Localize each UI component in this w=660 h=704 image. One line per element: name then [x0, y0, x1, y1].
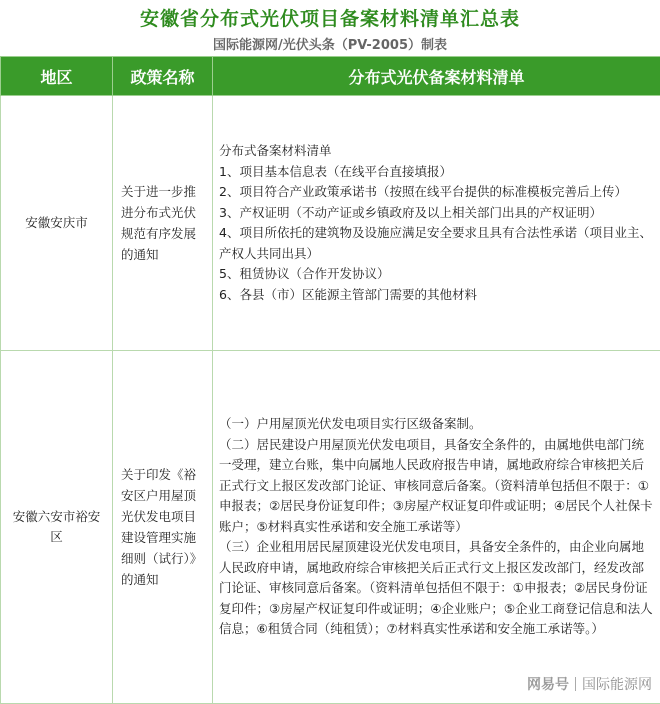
materials-table	[0, 56, 660, 704]
column-header-policy: 政策名称	[113, 57, 213, 96]
column-header-region: 地区	[1, 57, 113, 96]
materials-cell	[213, 96, 660, 351]
page-title: 安徽省分布式光伏项目备案材料清单汇总表	[0, 4, 660, 31]
watermark-divider	[575, 677, 576, 691]
region-cell: 安徽安庆市	[1, 96, 113, 351]
column-header-materials: 分布式光伏备案材料清单	[213, 57, 660, 96]
table-header-row	[1, 57, 660, 96]
list-item: 2、项目符合产业政策承诺书（按照在线平台提供的标准模板完善后上传）	[219, 182, 656, 203]
list-item: 5、租赁协议（合作开发协议）	[219, 264, 656, 285]
region-cell: 安徽六安市裕安区	[1, 351, 113, 704]
policy-cell: 关于进一步推进分布式光伏规范有序发展的通知	[113, 96, 213, 351]
policy-cell: 关于印发《裕安区户用屋顶光伏发电项目建设管理实施细则（试行）》的通知	[113, 351, 213, 704]
list-item: 3、产权证明（不动产证或乡镇政府及以上相关部门出具的产权证明）	[219, 203, 656, 224]
list-item: 1、项目基本信息表（在线平台直接填报）	[219, 162, 656, 183]
watermark-logo: 网易号	[527, 674, 569, 694]
materials-cell	[213, 351, 660, 704]
list-item: （二）居民建设户用屋顶光伏发电项目，具备安全条件的，由属地供电部门统一受理，建立台账，集中向属地人民政府报告申请，属地政府综合审核把关后正式行文上报区发改部门论证、审核同意后备案。（资料清单包括但不限于：①申报表；②居民身份证复印件；③房屋产权证复印件或证明；④居民个人社保卡账户；⑤材料真实性承诺和安全施工承诺等）	[219, 435, 656, 538]
source-watermark	[527, 674, 652, 694]
page-subtitle: 国际能源网/光伏头条（PV-2005）制表	[0, 34, 660, 53]
list-item: 分布式备案材料清单	[219, 141, 656, 162]
watermark-source: 国际能源网	[582, 674, 652, 694]
list-item: 4、项目所依托的建筑物及设施应满足安全要求且具有合法性承诺（项目业主、产权人共同出具）	[219, 223, 656, 264]
list-item: 6、各县（市）区能源主管部门需要的其他材料	[219, 285, 656, 306]
table-row	[1, 351, 660, 704]
table-row	[1, 96, 660, 351]
list-item: （一）户用屋顶光伏发电项目实行区级备案制。	[219, 414, 656, 435]
list-item: （三）企业租用居民屋顶建设光伏发电项目，具备安全条件的，由企业向属地人民政府申请，属地政府综合审核把关后正式行文上报区发改部门，经发改部门论证、审核同意后备案。（资料清单包括但不限于：①申报表；②居民身份证复印件；③房屋产权证复印件或证明；④企业账户；⑤企业工商登记信息和法人信息；⑥租赁合同（纯租赁）；⑦材料真实性承诺和安全施工承诺等。）	[219, 537, 656, 640]
